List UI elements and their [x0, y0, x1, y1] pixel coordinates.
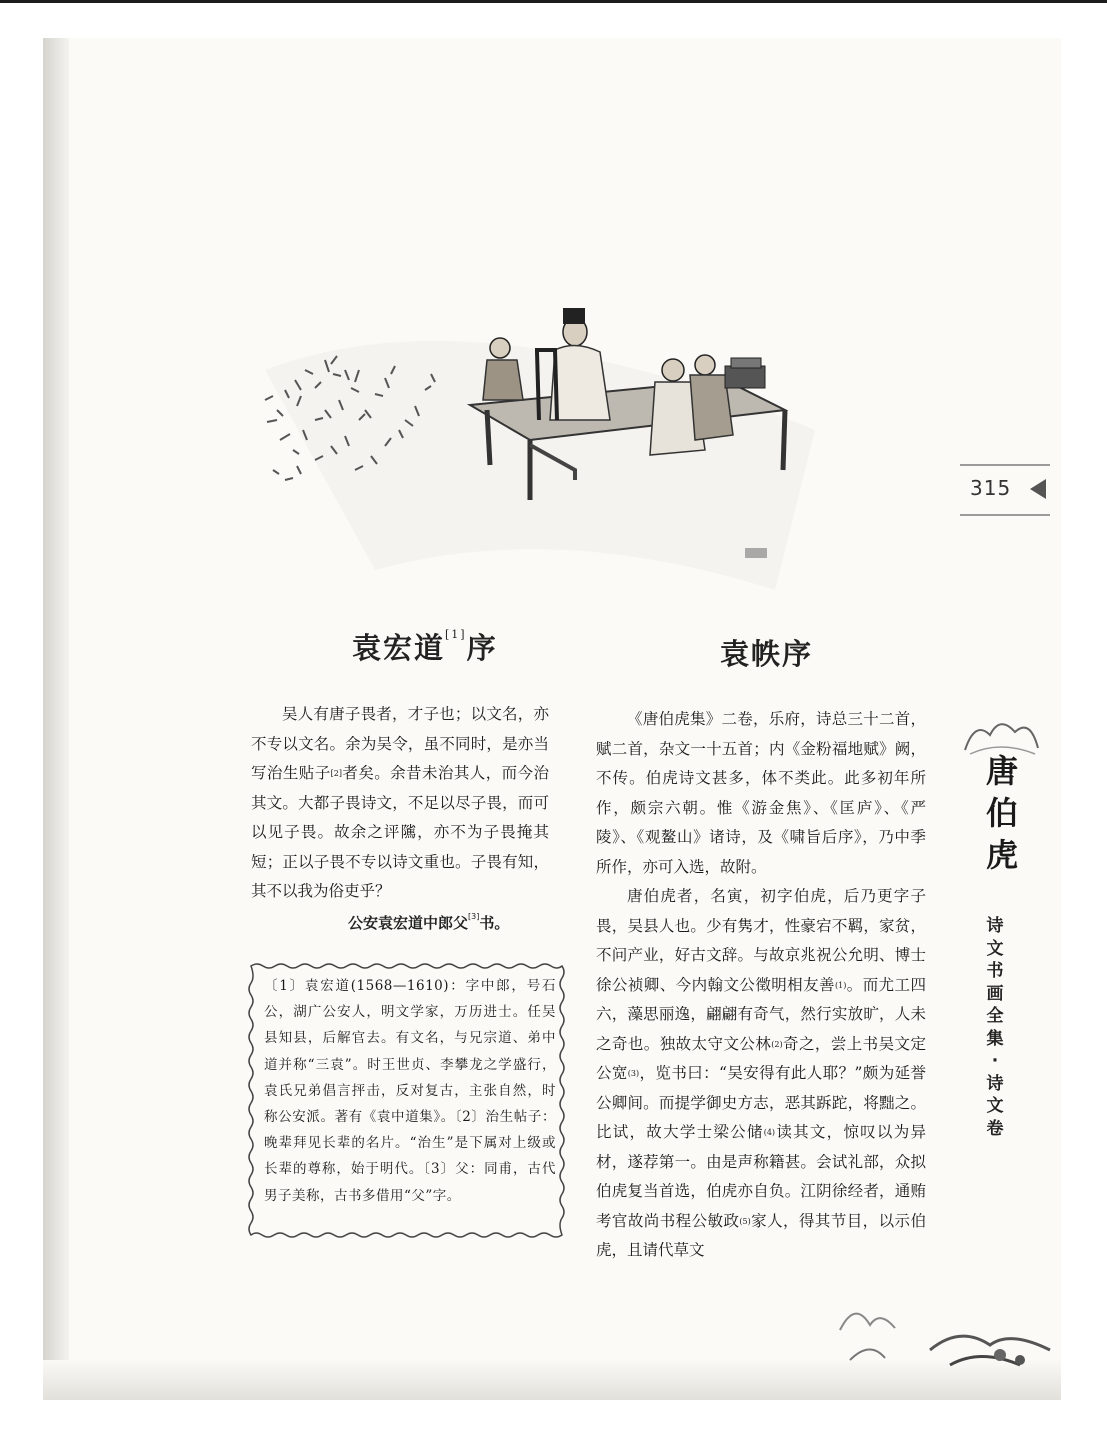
left-title-text: 袁宏道 [352, 631, 446, 665]
landscape-ornament [760, 1270, 1060, 1370]
left-title-suffix: 序 [466, 631, 498, 665]
side-name-char: 虎 [986, 836, 1019, 874]
side-series-char: 文 [986, 938, 1004, 959]
side-series-char: 集 [986, 1028, 1004, 1049]
side-series-char: 诗 [986, 916, 1004, 936]
footnote-mark-2: [2] [330, 769, 342, 778]
right-paragraph-2 [596, 882, 926, 1266]
side-name-vertical [986, 750, 1018, 876]
side-series-char: 文 [986, 1096, 1004, 1116]
footnote-mark-r2: (2) [771, 1039, 783, 1049]
page-marker-arrow-icon [1030, 479, 1046, 499]
side-series-char: 卷 [986, 1118, 1004, 1139]
footnote-mark-r5: (5) [739, 1216, 751, 1226]
footnotes-content: 〔1〕袁宏道(1568—1610)：字中郎，号石公，湖广公安人，明文学家，万历进士。任吴县知县，后解官去。有文名，与兄宗道、弟中道并称“三袁”。时王世贞、李攀龙之学盛行，袁氏兄弟倡言抨击，反对复古，主张自然，时称公安派。著有《袁中道集》。〔2〕治生帖子：晚辈拜见长辈的名片。“治生”是下属对上级或长辈的尊称，始于明代。〔3〕父：同甫，古代男子美称，古书多借用“父”字。 [264, 978, 556, 1204]
right-text-e: 读其文，惊叹以为异材，遂荐第一。由是声称籍甚。会试礼部，众拟伯虎复当首选，伯虎亦自负。江阴徐经者，通贿考官故尚书程公敏政 [596, 1123, 926, 1230]
footnote-mark-3: [3] [468, 912, 480, 921]
left-text-part-1: 吴人有唐子畏者，才子也；以文名，亦不专以文名。余为吴令，虽不同时，是亦当写治生贴子 [251, 705, 549, 782]
page-gutter-shadow [43, 38, 69, 1400]
footnotes-text [264, 973, 556, 1209]
left-preface-body [251, 700, 549, 907]
right-preface-body [596, 705, 926, 1266]
left-title [352, 626, 498, 667]
left-preface-paragraph [251, 700, 549, 907]
page-number: 315 [970, 476, 1012, 500]
left-text-part-2: 者矣。余昔未治其人，而今治其文。大都子畏诗文，不足以尽子畏，而可以见子畏。故余之评隲，亦不为子畏掩其短；正以子畏不专以诗文重也。子畏有知，其不以我为俗吏乎？ [251, 764, 549, 900]
right-text-a: 唐伯虎者，名寅，初字伯虎，后乃更字子畏，吴县人也。少有隽才，性豪宕不羁，家贫，不问产业，好古文辞。与故京兆祝公允明、博士徐公祯卿、今内翰文公徵明相友善 [596, 887, 926, 994]
side-series-char: 全 [986, 1006, 1004, 1026]
footnote-mark-r1: (1) [834, 980, 847, 990]
side-series-vertical [984, 915, 1006, 1140]
right-text-d: ，览书曰：“吴安得有此人耶？”颇为延誉公卿间。而提学御史方志，恶其跅跎，将黜之。比试，故大学士梁公储 [596, 1064, 926, 1141]
footnote-mark-r3: (3) [627, 1069, 640, 1078]
side-series-char: 书 [986, 961, 1004, 981]
side-name-char: 唐 [986, 752, 1019, 790]
right-paragraph-1: 《唐伯虎集》二卷，乐府，诗总三十二首，赋二首，杂文一十五首；内《金粉福地赋》阙，不传。伯虎诗文甚多，体不类此。此多初年所作，颇宗六朝。惟《游金焦》、《匡庐》、《严陵》、《观鳌山》诸诗，及《啸旨后序》，乃中季所作，亦可入选，故附。 [596, 710, 926, 876]
side-series-char: · [991, 1051, 999, 1071]
signature-end: 书。 [479, 914, 510, 932]
side-series-char: 画 [986, 983, 1004, 1004]
right-text-c: 奇之，尝上书吴文定公宽 [596, 1034, 926, 1082]
right-title: 袁帙序 [720, 637, 814, 671]
footnote-mark-r4: (4) [763, 1128, 776, 1137]
scholar-fan-illustration [255, 270, 825, 590]
signature-text: 公安袁宏道中郎父 [348, 914, 469, 932]
footnotes-box [245, 960, 568, 1241]
right-text-f: 家人，得其节目，以示伯虎，且请代草文 [596, 1211, 926, 1259]
scan-top-border [0, 0, 1107, 3]
side-name-char: 伯 [986, 794, 1019, 832]
right-text-b: 。而尤工四六，藻思丽逸，翩翩有奇气，然行实放旷，人未之奇也。独故太守文公林 [596, 975, 926, 1053]
side-series-char: 诗 [986, 1073, 1004, 1094]
left-title-footnote-mark: [1] [445, 628, 467, 641]
signature-line [348, 912, 509, 933]
